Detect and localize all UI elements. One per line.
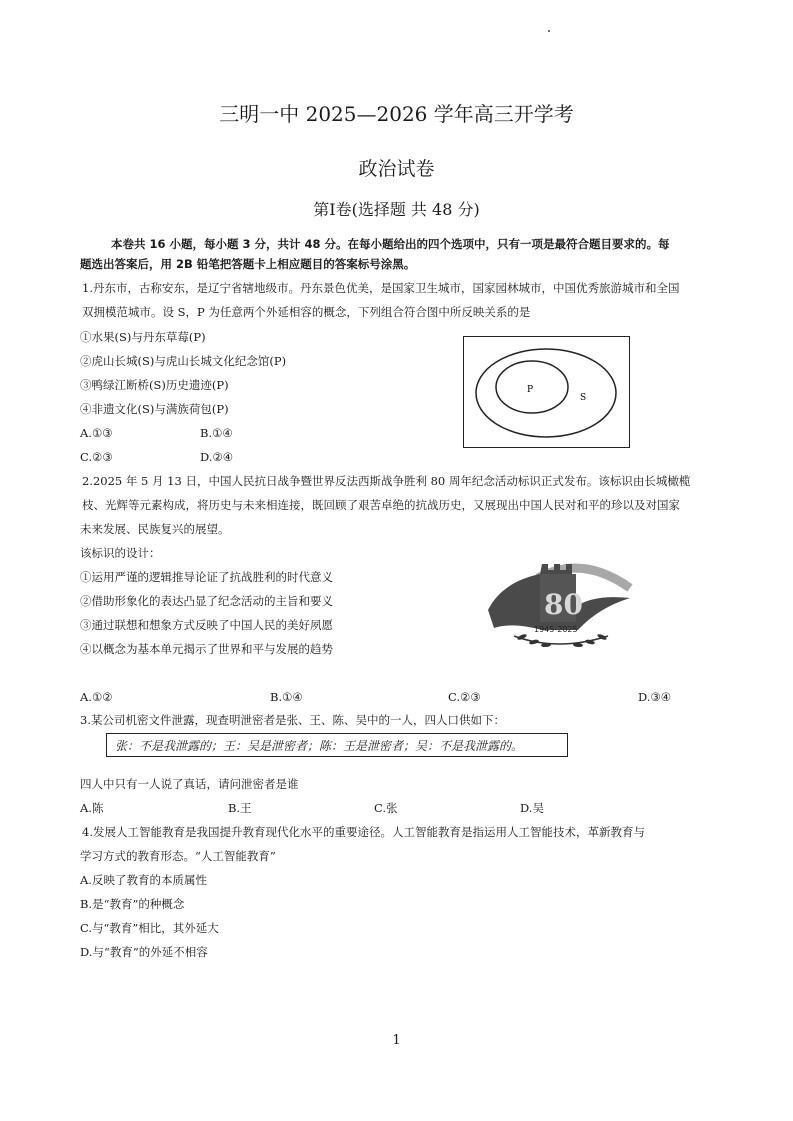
q1-stem-line-1: 1.丹东市，古称安东，是辽宁省辖地级市。丹东景色优美，是国家卫生城市，国家园林城市，中国优秀旅游城市和全国	[82, 281, 680, 295]
section-title: 第Ⅰ卷(选择题 共 48 分)	[313, 200, 480, 219]
q4-option-a: A.反映了教育的本质属性	[80, 873, 207, 887]
q2-item-4: ④以概念为基本单元揭示了世界和平与发展的趋势	[80, 642, 333, 656]
q2-option-d: D.③④	[638, 690, 672, 704]
q4-stem-line-2: 学习方式的教育形态。“人工智能教育”	[80, 849, 276, 863]
q4-option-b: B.是“教育”的种概念	[80, 897, 185, 911]
q3-option-c: C.张	[374, 801, 398, 815]
logo-number: 80	[544, 588, 583, 621]
subject-title: 政治试卷	[358, 158, 435, 180]
q4-option-d: D.与“教育”的外延不相容	[80, 945, 208, 959]
venn-diagram	[464, 337, 629, 447]
instructions-line-2: 题选出答案后，用 2B 铅笔把答题卡上相应题目的答案标号涂黑。	[80, 257, 416, 271]
q3-option-a: A.陈	[80, 801, 104, 815]
q3-testimony-text: 张：不是我泄露的；王：吴是泄密者；陈：王是泄密者；吴：不是我泄露的。	[115, 739, 524, 753]
venn-inner-label: P	[527, 385, 534, 395]
scan-speck	[548, 30, 550, 32]
exam-title: 三明一中 2025—2026 学年高三开学考	[219, 102, 574, 126]
venn-outer-label: S	[580, 393, 587, 403]
q2-item-2: ②借助形象化的表达凸显了纪念活动的主旨和要义	[80, 594, 333, 608]
q2-item-1: ①运用严谨的逻辑推导论证了抗战胜利的时代意义	[80, 570, 333, 584]
commemoration-logo	[482, 548, 642, 658]
q1-option-a: A.①③	[80, 426, 113, 440]
q1-option-b: B.①④	[200, 426, 233, 440]
q1-option-c: C.②③	[80, 450, 113, 464]
q2-stem-question: 该标识的设计：	[80, 546, 161, 560]
q1-item-4: ④非遗文化(S)与满族荷包(P)	[80, 402, 229, 416]
q3-option-d: D.吴	[520, 801, 544, 815]
q2-option-a: A.①②	[80, 690, 113, 704]
q1-stem-line-2: 双拥模范城市。设 S，P 为任意两个外延相容的概念，下列组合符合图中所反映关系的是	[82, 305, 531, 319]
q1-item-3: ③鸭绿江断桥(S)历史遗迹(P)	[80, 378, 229, 392]
q2-stem-line-2: 枝、光辉等元素构成，将历史与未来相连接，既回顾了艰苦卓绝的抗战历史，又展现出中国人民对和平的珍以及对国家	[82, 498, 680, 512]
q2-item-3: ③通过联想和想象方式反映了中国人民的美好夙愿	[80, 618, 333, 632]
instructions-line-1: 本卷共 16 小题，每小题 3 分，共计 48 分。在每小题给出的四个选项中，只有一项是最符合题目要求的。每	[111, 237, 670, 251]
venn-diagram-figure	[463, 336, 630, 448]
q3-testimony-box	[106, 733, 568, 757]
q3-option-b: B.王	[228, 801, 252, 815]
q1-item-2: ②虎山长城(S)与虎山长城文化纪念馆(P)	[80, 354, 287, 368]
q2-option-c: C.②③	[448, 690, 481, 704]
q1-option-d: D.②④	[200, 450, 234, 464]
page-number: 1	[392, 1033, 401, 1048]
q3-stem: 3.某公司机密文件泄露，现查明泄密者是张、王、陈、吴中的一人，四人口供如下：	[80, 713, 505, 727]
q2-stem-line-3: 未来发展、民族复兴的展望。	[80, 522, 230, 536]
q4-stem-line-1: 4.发展人工智能教育是我国提升教育现代化水平的重要途径。人工智能教育是指运用人工智能技术，革新教育与	[82, 825, 645, 839]
q1-item-1: ①水果(S)与丹东草莓(P)	[80, 330, 206, 344]
q2-stem-line-1: 2.2025 年 5 月 13 日，中国人民抗日战争暨世界反法西斯战争胜利 80 周年纪念活动标识正式发布。该标识由长城橄榄	[82, 474, 691, 488]
q4-option-c: C.与“教育”相比，其外延大	[80, 921, 219, 935]
q3-question: 四人中只有一人说了真话，请问泄密者是谁	[80, 777, 299, 791]
q2-option-b: B.①④	[270, 690, 303, 704]
logo-years: 1945-2025	[534, 625, 578, 634]
